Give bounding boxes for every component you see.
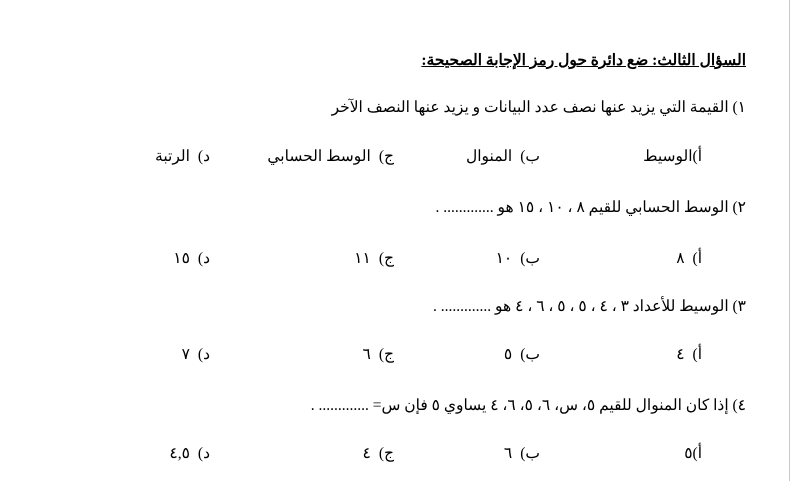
option-letter: ب) [520, 346, 540, 363]
question-2-text: ٢) الوسط الحسابي للقيم ٨ ، ١٠ ، ١٥ هو ............. . [435, 199, 746, 216]
question-3-text: ٣) الوسيط للأعداد ٣ ، ٤ ، ٥ ، ٥ ، ٦ ، ٤ هو ............. . [433, 298, 746, 315]
q3-option-a[interactable] [676, 345, 702, 365]
option-value: ٥ [684, 445, 693, 462]
q3-option-b[interactable] [504, 345, 540, 365]
q3-option-d[interactable] [182, 345, 210, 365]
option-value: ٦ [503, 445, 513, 462]
option-letter: ج) [378, 346, 394, 363]
option-value: ٤ [676, 346, 685, 363]
q2-option-a[interactable] [676, 249, 702, 269]
question-4-text: ٤) إذا كان المنوال للقيم ٥، س، ٦، ٥، ٦، ٤ يساوي ٥ فإن س= ............. . [310, 397, 746, 414]
option-letter: ب) [520, 148, 540, 165]
option-value: ١٠ [495, 250, 513, 267]
option-letter: أ) [692, 148, 702, 165]
q4-option-d[interactable] [169, 444, 210, 464]
option-value: ٦ [362, 346, 371, 363]
option-value: ٤,٥ [169, 445, 190, 462]
q4-option-c[interactable] [363, 444, 395, 464]
option-value: ٤ [362, 445, 371, 462]
option-value: المنوال [465, 148, 513, 165]
option-letter: د) [197, 148, 210, 165]
option-value: ١٥ [173, 250, 190, 267]
option-letter: ج) [378, 445, 394, 462]
option-value: ٨ [676, 250, 685, 267]
q2-option-c[interactable] [354, 249, 394, 269]
option-letter: ج) [378, 250, 394, 267]
option-value: ٥ [503, 346, 513, 363]
option-value: الرتبة [155, 148, 190, 165]
q4-option-a[interactable] [684, 444, 702, 464]
q3-option-c[interactable] [363, 345, 395, 365]
page-edge-divider [789, 0, 790, 481]
option-letter: ب) [520, 445, 540, 462]
option-letter: أ) [692, 250, 702, 267]
q2-option-b[interactable] [496, 249, 540, 269]
option-letter: أ) [692, 346, 702, 363]
option-value: ٧ [181, 346, 190, 363]
option-letter: ج) [378, 148, 394, 165]
q1-option-a[interactable] [643, 147, 702, 167]
q1-option-c[interactable] [267, 147, 394, 167]
question-1-text: ١) القيمة التي يزيد عنها نصف عدد البيانات و يزيد عنها النصف الآخر [331, 99, 746, 116]
option-value: ١١ [354, 250, 371, 267]
option-letter: د) [197, 250, 210, 267]
option-value: الوسط الحسابي [267, 148, 371, 165]
option-letter: أ) [692, 445, 702, 462]
q2-option-d[interactable] [173, 249, 210, 269]
option-letter: د) [197, 445, 210, 462]
option-letter: ب) [520, 250, 540, 267]
q4-option-b[interactable] [504, 444, 540, 464]
q1-option-d[interactable] [155, 147, 210, 167]
option-letter: د) [197, 346, 210, 363]
section-title: السؤال الثالث: ضع دائرة حول رمز الإجابة الصحيحة: [421, 52, 746, 69]
option-value: الوسيط [643, 148, 693, 165]
q1-option-b[interactable] [466, 147, 540, 167]
